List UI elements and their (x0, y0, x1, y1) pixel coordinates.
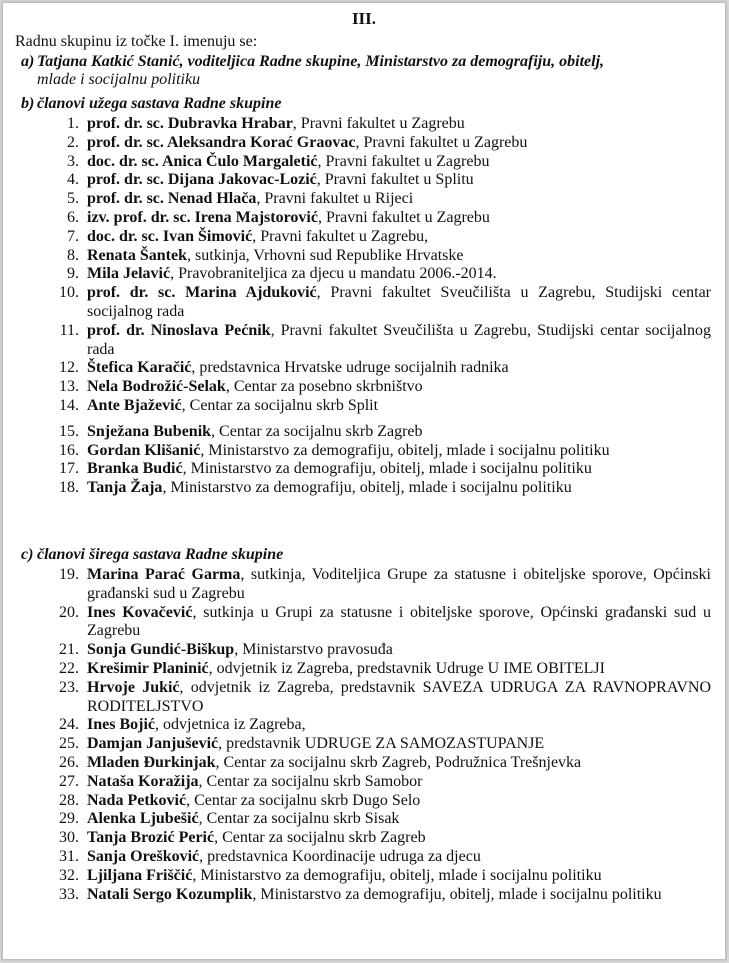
item-text (87, 171, 711, 190)
item-text (87, 460, 711, 479)
item-number: 8. (67, 246, 79, 264)
list-item (41, 247, 711, 266)
member-name: prof. dr. sc. Dubravka Hrabar (87, 115, 293, 132)
member-affiliation: , Centar za posebno skrbništvo (225, 378, 423, 396)
list-item (41, 566, 711, 604)
member-affiliation: , predstavnik UDRUGE ZA SAMOZASTUPANJE (218, 735, 545, 753)
member-affiliation: , Pravni fakultet u Rijeci (256, 190, 414, 208)
member-affiliation: , Pravni fakultet u Zagrebu (317, 208, 490, 226)
member-name: Nela Bodrožić-Selak (87, 378, 226, 396)
item-text (87, 228, 711, 247)
member-name: doc. dr. sc. Anica Čulo Margaletić (87, 152, 318, 170)
member-name: prof. dr. sc. Marina Ajduković (87, 284, 317, 302)
item-text (87, 134, 711, 153)
intro-text: Radnu skupinu iz točke I. imenuju se: (15, 33, 258, 50)
item-number: 22. (59, 659, 79, 677)
member-name: prof. dr. sc. Aleksandra Korać Graovac (87, 133, 356, 151)
members-list-b (41, 115, 711, 498)
member-affiliation: , Pravni fakultet u Zagrebu, (252, 227, 429, 245)
list-item (41, 716, 711, 735)
member-affiliation: , Ministarstvo za demografiju, obitelj, mlade i socijalnu politiku (200, 441, 610, 459)
item-number: 13. (59, 378, 79, 396)
list-item (41, 397, 711, 416)
member-affiliation: , Ministarstvo za demografiju, obitelj, mlade i socijalnu politiku (192, 866, 602, 884)
list-item (41, 265, 711, 284)
list-item (41, 792, 711, 811)
member-name: Ljiljana Friščić (87, 866, 193, 884)
member-name: Ines Kovačević (87, 603, 193, 621)
list-item (41, 115, 711, 134)
list-item (41, 886, 711, 905)
item-number: 19. (59, 566, 79, 583)
item-text (87, 848, 711, 867)
list-item (41, 679, 711, 717)
member-affiliation: , Ministarstvo za demografiju, obitelj, mlade i socijalnu politiku (252, 885, 662, 903)
member-name: Natali Sergo Kozumplik (87, 885, 253, 903)
list-item (41, 460, 711, 479)
member-affiliation: , Pravni fakultet Sveučilišta u Zagrebu, Studijski centar socijalnog rada (87, 321, 712, 358)
item-number: 15. (59, 422, 79, 440)
list-item (41, 641, 711, 660)
section-a-rest: Ministarstvo za demografiju, obitelj, (361, 53, 605, 70)
item-number: 6. (67, 208, 79, 226)
member-name: Gordan Klišanić (87, 441, 201, 459)
item-text (87, 322, 711, 360)
item-number: 1. (67, 115, 79, 132)
item-number: 14. (59, 396, 79, 414)
member-affiliation: , Centar za socijalnu skrb Zagreb, Podružnica Trešnjevka (215, 753, 582, 771)
member-affiliation: , Centar za socijalnu skrb Split (181, 396, 379, 414)
member-affiliation: , Pravni fakultet u Splitu (316, 171, 474, 189)
item-text (87, 754, 711, 773)
item-text (87, 265, 711, 284)
member-affiliation: , Pravni fakultet u Zagrebu (355, 133, 528, 151)
member-affiliation: , predstavnica Koordinacije udruga za djecu (199, 847, 481, 865)
list-item (41, 479, 711, 498)
member-name: Branka Budić (87, 460, 183, 478)
item-text (87, 660, 711, 679)
item-number: 26. (59, 753, 79, 771)
item-number: 7. (67, 227, 79, 245)
member-affiliation: , Ministarstvo za demografiju, obitelj, mlade i socijalnu politiku (182, 460, 592, 478)
item-number: 18. (59, 479, 79, 497)
item-number: 10. (59, 284, 79, 302)
section-a-lead: Tatjana Katkić Stanić, voditeljica Radne skupine, (37, 53, 362, 70)
member-affiliation: , Centar za socijalnu skrb Zagreb (214, 829, 426, 847)
member-name: prof. dr. sc. Dijana Jakovac-Lozić (87, 171, 317, 189)
member-affiliation: , Ministarstvo pravosuđa (234, 641, 393, 659)
section-b-title (21, 95, 711, 113)
member-name: izv. prof. dr. sc. Irena Majstorović (87, 208, 318, 226)
list-item (41, 359, 711, 378)
item-number: 9. (67, 265, 79, 283)
member-affiliation: , Pravni fakultet Sveučilišta u Zagrebu, Studijski centar socijalnog rada (87, 284, 712, 320)
member-affiliation: , sutkinja, Vrhovni sud Republike Hrvatske (187, 246, 464, 264)
item-number: 3. (67, 152, 79, 170)
member-affiliation: , Centar za socijalnu skrb Samobor (198, 772, 423, 790)
item-text (87, 716, 711, 735)
member-name: Nataša Koražija (87, 772, 199, 790)
list-item (41, 754, 711, 773)
section-b-text: članovi užega sastava Radne skupine (37, 95, 282, 112)
list-item (41, 848, 711, 867)
item-number: 4. (67, 171, 79, 189)
item-text (87, 867, 711, 886)
list-item (41, 378, 711, 397)
member-name: Sonja Gundić-Biškup (87, 641, 235, 659)
section-a (21, 53, 711, 89)
section-b-label: b) (21, 95, 35, 112)
section-c-label: c) (21, 546, 34, 563)
member-affiliation: , Centar za socijalnu skrb Dugo Selo (186, 791, 421, 809)
item-number: 31. (59, 847, 79, 865)
list-item (41, 190, 711, 209)
list-item (41, 228, 711, 247)
item-text (87, 735, 711, 754)
member-name: prof. dr. Ninoslava Pećnik (87, 321, 271, 339)
item-number: 16. (59, 441, 79, 459)
list-item (41, 867, 711, 886)
item-text (87, 247, 711, 266)
item-number: 24. (59, 716, 79, 734)
item-text (87, 679, 711, 717)
list-item (41, 153, 711, 172)
item-number: 28. (59, 791, 79, 809)
member-name: Krešimir Planinić (87, 659, 209, 677)
member-name: Snježana Bubenik (87, 422, 212, 440)
member-name: Mladen Đurkinjak (87, 753, 216, 771)
member-affiliation: , odvjetnik iz Zagreba, predstavnik SAVEZA UDRUGA ZA RAVNOPRAVNO RODITELJSTVO (87, 678, 712, 715)
list-item (41, 284, 711, 322)
item-text (87, 115, 711, 134)
item-text (87, 359, 711, 378)
item-text (87, 378, 711, 397)
item-number: 23. (59, 678, 79, 696)
member-affiliation: , odvjetnik iz Zagreba, predstavnik Udruge U IME OBITELJI (208, 659, 605, 677)
member-affiliation: , odvjetnica iz Zagreba, (155, 716, 306, 734)
item-text (87, 792, 711, 811)
item-number: 25. (59, 735, 79, 753)
members-list-c (41, 566, 711, 904)
item-number: 17. (59, 460, 79, 478)
member-affiliation: , Pravobraniteljica za djecu u mandatu 2006.-2014. (170, 265, 497, 283)
member-name: Štefica Karačić (87, 359, 192, 377)
item-number: 32. (59, 866, 79, 884)
item-text (87, 423, 711, 442)
item-number: 33. (59, 885, 79, 903)
member-affiliation: , Ministarstvo za demografiju, obitelj, mlade i socijalnu politiku (162, 479, 572, 497)
list-item (41, 134, 711, 153)
item-number: 12. (59, 359, 79, 377)
member-name: Mila Jelavić (87, 265, 171, 283)
member-affiliation: , Pravni fakultet u Zagrebu (292, 115, 465, 132)
member-affiliation: , sutkinja u Grupi za statusne i obiteljske sporove, Općinski građanski sud u Zagrebu (87, 603, 711, 640)
member-name: Hrvoje Jukić (87, 678, 180, 696)
list-item (41, 829, 711, 848)
list-item (41, 810, 711, 829)
member-affiliation: , Centar za socijalnu skrb Sisak (198, 810, 400, 828)
list-item (41, 660, 711, 679)
item-text (87, 773, 711, 792)
item-text (87, 153, 711, 172)
item-text (87, 479, 711, 498)
member-name: Ines Bojić (87, 716, 155, 734)
item-number: 29. (59, 810, 79, 828)
member-name: prof. dr. sc. Nenad Hlača (87, 190, 257, 208)
member-affiliation: , Centar za socijalnu skrb Zagreb (211, 422, 423, 440)
item-number: 11. (59, 321, 79, 339)
member-affiliation: , predstavnica Hrvatske udruge socijalnih radnika (191, 359, 509, 377)
item-text (87, 566, 711, 604)
member-affiliation: , sutkinja, Voditeljica Grupe za statusne i obiteljske sporove, Općinski građanski sud u Zagrebu (87, 566, 712, 602)
section-heading: III. (351, 9, 377, 28)
member-name: Nada Petković (87, 791, 187, 809)
list-item (41, 171, 711, 190)
item-text (87, 604, 711, 642)
member-name: Tanja Žaja (87, 479, 163, 497)
item-text (87, 397, 711, 416)
list-item (41, 604, 711, 642)
item-number: 27. (59, 772, 79, 790)
list-item (41, 322, 711, 360)
item-text (87, 190, 711, 209)
list-item (41, 735, 711, 754)
item-text (87, 886, 711, 905)
member-name: Renata Šantek (87, 246, 188, 264)
list-item (41, 209, 711, 228)
section-a-continuation: mlade i socijalnu politiku (37, 71, 201, 88)
item-number: 20. (59, 603, 79, 621)
list-item (41, 423, 711, 442)
item-number: 30. (59, 829, 79, 847)
item-text (87, 442, 711, 461)
member-name: Tanja Brozić Perić (87, 829, 215, 847)
member-name: Alenka Ljubešić (87, 810, 199, 828)
list-item (41, 442, 711, 461)
document-page (2, 2, 726, 960)
item-text (87, 641, 711, 660)
item-text (87, 810, 711, 829)
list-item (41, 773, 711, 792)
section-c-title (21, 546, 711, 564)
member-name: Damjan Janjušević (87, 735, 219, 753)
item-text (87, 209, 711, 228)
member-name: doc. dr. sc. Ivan Šimović (87, 227, 253, 245)
member-name: Ante Bjažević (87, 396, 182, 414)
item-number: 21. (59, 641, 79, 659)
member-affiliation: , Pravni fakultet u Zagrebu (317, 152, 490, 170)
item-text (87, 284, 711, 322)
section-a-label: a) (21, 53, 35, 70)
item-number: 2. (67, 133, 79, 151)
member-name: Marina Parać Garma (87, 566, 241, 583)
item-text (87, 829, 711, 848)
item-number: 5. (67, 190, 79, 208)
member-name: Sanja Orešković (87, 847, 200, 865)
section-c-text: članovi širega sastava Radne skupine (37, 546, 284, 563)
